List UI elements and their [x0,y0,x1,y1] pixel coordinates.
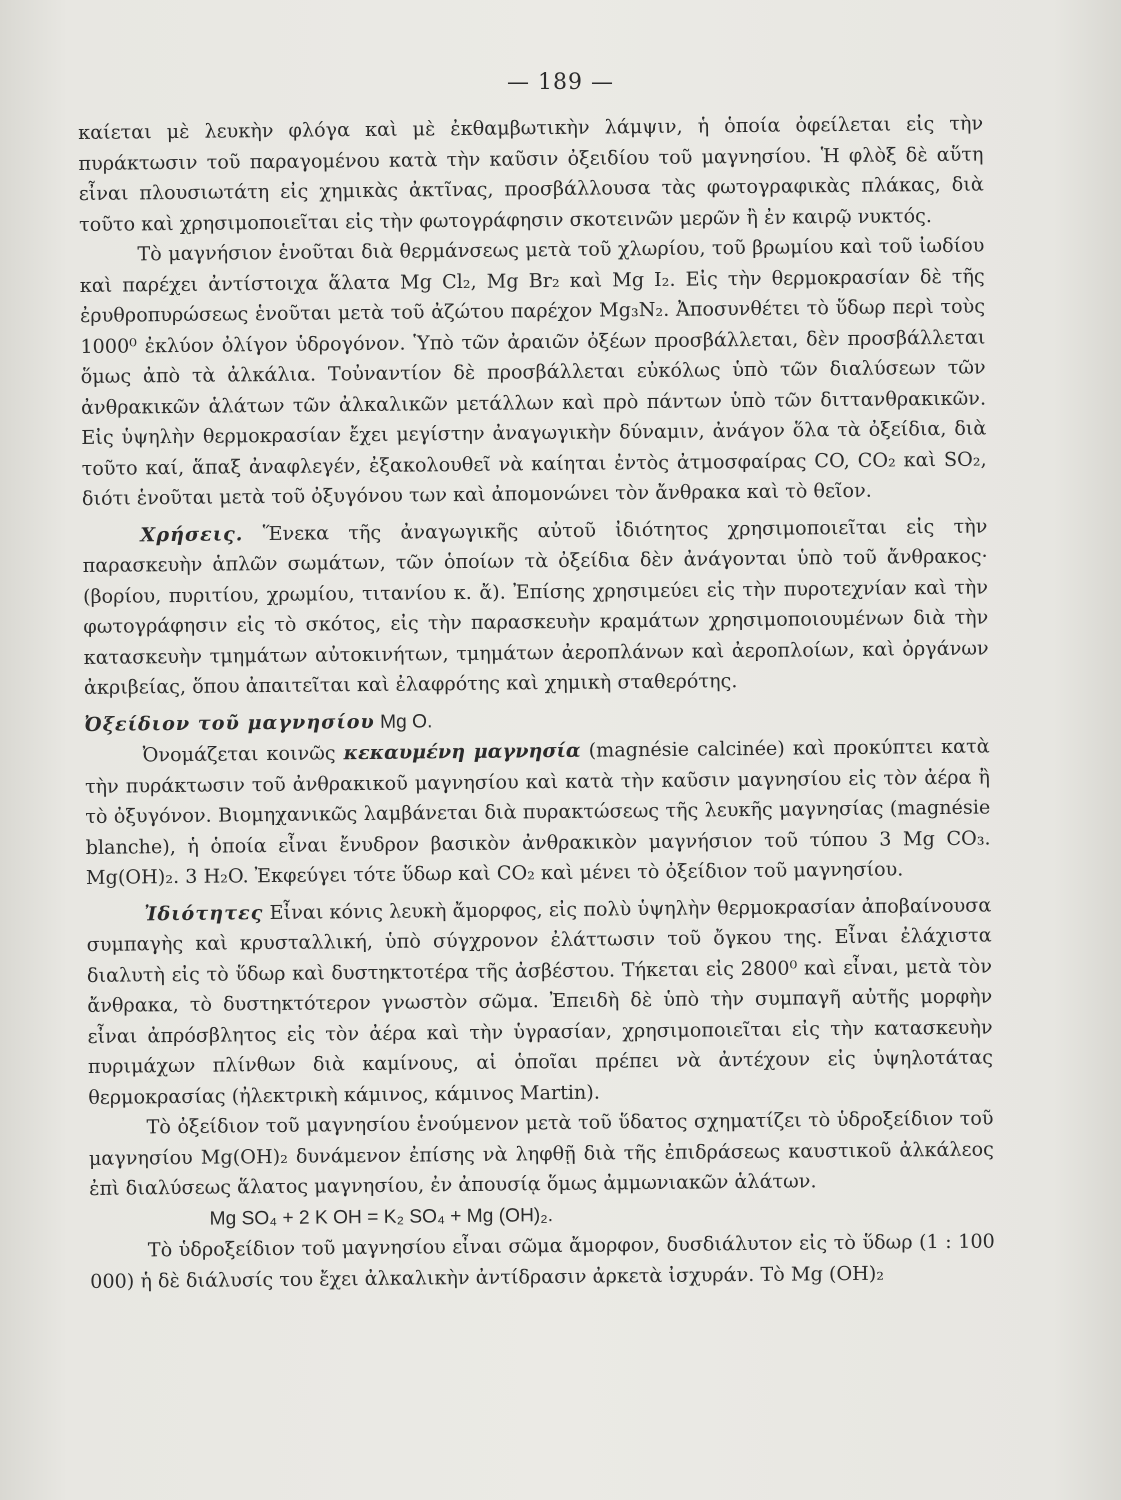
page-number: — 189 — [507,70,614,95]
paragraph-mgo-name [85,731,992,893]
paragraph-uses [82,511,989,703]
paragraph-uses-text: Ἕνεκα τῆς ἀναγωγικῆς αὐτοῦ ἰδιότητος χρησιμοποιεῖται εἰς τὴν παρασκευὴν ἁπλῶν σωμάτων, τῶν ὁποίων τὰ ὀξείδια δὲν ἀνάγονται ὑπὸ τοῦ ἄνθρακος· (βορίου, πυριτίου, χρωμίου, τιτανίου κ. ἄ). Ἐπίσης χρησιμεύει εἰς τὴν πυροτεχνίαν καὶ τὴν φωτογράφησιν εἰς τὸ σκότος, εἰς τὴν παρασκευὴν κραμάτων χρησιμοποιουμένων διὰ τὴν κατασκευὴν τμημάτων αὐτοκινήτων, τμημάτων ἀεροπλάνων καὶ ἀεροπλοίων, καὶ ὀργάνων ἀκριβείας, ὅπου ἀπαιτεῖται καὶ ἐλαφρότης καὶ χημικὴ σταθερότης. [82,514,989,699]
paragraph-1: καίεται μὲ λευκὴν φλόγα καὶ μὲ ἐκθαμβωτικὴν λάμψιν, ἡ ὁποία ὀφείλεται εἰς τὴν πυράκτωσιν τοῦ παραγομένου κατὰ τὴν καῦσιν ὀξειδίου τοῦ μαγνησίου. Ἡ φλὸξ δὲ αὕτη εἶναι πλουσιωτάτη εἰς χημικὰς ἀκτῖνας, προσβάλλουσα τὰς φωτογραφικὰς πλάκας, διὰ τοῦτο καὶ χρησιμοποιεῖται εἰς τὴν φωτογράφησιν σκοτεινῶν μερῶν ἢ ἐν καιρῷ νυκτός. [78,111,984,236]
paragraph-mgo-text-after: (magnésie calcinée) καὶ προκύπτει κατὰ τὴν πυράκτωσιν τοῦ ἀνθρακικοῦ μαγνησίου καὶ κατὰ τὴν καῦσιν μαγνησίου εἰς τὸν ἀέρα ἢ τὸ ὀξυγόνον. Βιομηχανικῶς λαμβάνεται διὰ πυρακτώσεως τῆς λευκῆς μαγνησίας (magnésie blanche), ἡ ὁποία εἶναι ἔνυδρον βασικὸν ἀνθρακικὸν μαγνήσιον τοῦ τύπου 3 Mg CO₃. Mg(OH)₂. 3 H₂O. Ἐκφεύγει τότε ὕδωρ καὶ CO₂ καὶ μένει τὸ ὀξείδιον τοῦ μαγνησίου. [84,734,991,889]
section-heading-mgo-formula: Mg O. [374,710,433,733]
section-heading-mgo: Ὀξείδιον τοῦ μαγνησίου [84,709,375,736]
emphasis-calcined-magnesia: κεκαυμένη μαγνησία [343,738,581,765]
paragraph-properties-text: Εἶναι κόνις λευκὴ ἄμορφος, εἰς πολὺ ὑψηλὴν θερμοκρασίαν ἀποβαίνουσα συμπαγὴς καὶ κρυσταλλική, ὑπὸ σύγχρονον ἐλάττωσιν τοῦ ὄγκου της. Εἶναι ἐλάχιστα διαλυτὴ εἰς τὸ ὕδωρ καὶ δυστηκτοτέρα τῆς ἀσβέστου. Τήκεται εἰς 2800⁰ καὶ εἶναι, μετὰ τὸν ἄνθρακα, τὸ δυστηκτότερον γνωστὸν σῶμα. Ἐπειδὴ δὲ ὑπὸ τὴν συμπαγῆ αὐτῆς μορφὴν εἶναι ἀπρόσβλητος εἰς τὸν ἀέρα καὶ τὴν ὑγρασίαν, χρησιμοποιεῖται εἰς τὴν κατασκευὴν πυριμάχων πλίνθων διὰ καμίνους, αἱ ὁποῖαι πρέπει νὰ ἀντέχουν εἰς ὑψηλοτάτας θερμοκρασίας (ἠλεκτρικὴ κάμινος, κάμινος Martin). [86,892,994,1109]
paragraph-mgo-text-before: Ὀνομάζεται κοινῶς [142,741,344,767]
paragraph-hydroxide: Τὸ ὀξείδιον τοῦ μαγνησίου ἑνούμενον μετὰ τοῦ ὕδατος σχηματίζει τὸ ὑδροξείδιον τοῦ μαγνησίου Mg(OH)₂ δυνάμενον ἐπίσης νὰ ληφθῇ διὰ τῆς ἐπιδράσεως καυστικοῦ ἀλκάλεος ἐπὶ διαλύσεως ἅλατος μαγνησίου, ἐν ἀπουσίᾳ ὅμως ἀμμωνιακῶν ἁλάτων. [88,1106,994,1200]
paragraph-properties [86,890,993,1113]
section-heading-properties: Ἰδιότητες [144,900,264,925]
section-heading-uses: Χρήσεις. [140,521,244,546]
paragraph-2: Τὸ μαγνήσιον ἑνοῦται διὰ θερμάνσεως μετὰ τοῦ χλωρίου, τοῦ βρωμίου καὶ τοῦ ἰωδίου καὶ παρέχει ἀντίστοιχα ἅλατα Mg Cl₂, Mg Br₂ καὶ Mg I₂. Εἰς τὴν θερμοκρασίαν δὲ τῆς ἐρυθροπυρώσεως ἑνοῦται μετὰ τοῦ ἀζώτου παρέχον Mg₃N₂. Ἀποσυνθέτει τὸ ὕδωρ περὶ τοὺς 1000⁰ ἐκλύον ὀλίγον ὑδρογόνον. Ὑπὸ τῶν ἀραιῶν ὀξέων προσβάλλεται, δὲν προσβάλλεται ὅμως ἀπὸ τὰ ἀλκάλια. Τοὐναντίον δὲ προσβάλλεται εὐκόλως ὑπὸ τῶν διαλύσεων τῶν ἀνθρακικῶν ἁλάτων τῶν ἀλκαλικῶν μετάλλων καὶ πρὸ πάντων ὑπὸ τῶν διττανθρακικῶν. Εἰς ὑψηλὴν θερμοκρασίαν ἔχει μεγίστην ἀναγωγικὴν δύναμιν, ἀνάγον ὅλα τὰ ὀξείδια, διὰ τοῦτο καί, ἅπαξ ἀναφλεγέν, ἐξακολουθεῖ νὰ καίηται ἐντὸς ἀτμοσφαίρας CO, CO₂ καὶ SO₂, διότι ἑνοῦται μετὰ τοῦ ὀξυγόνου των καὶ ἀπομονώνει τὸν ἄνθρακα καὶ τὸ θεῖον. [79,233,987,510]
paragraph-hydroxide-properties: Τὸ ὑδροξείδιον τοῦ μαγνησίου εἶναι σῶμα ἄμορφον, δυσδιάλυτον εἰς τὸ ὕδωρ (1 : 100 000) ἡ δὲ διάλυσίς του ἔχει ἀλκαλικὴν ἀντίδρασιν ἀρκετὰ ἰσχυράν. Τὸ Mg (OH)₂ [90,1229,995,1293]
chemical-equation: Mg SO₄ + 2 K OH = K₂ SO₄ + Mg (OH)₂. [209,1204,554,1230]
body-text [78,109,995,1297]
